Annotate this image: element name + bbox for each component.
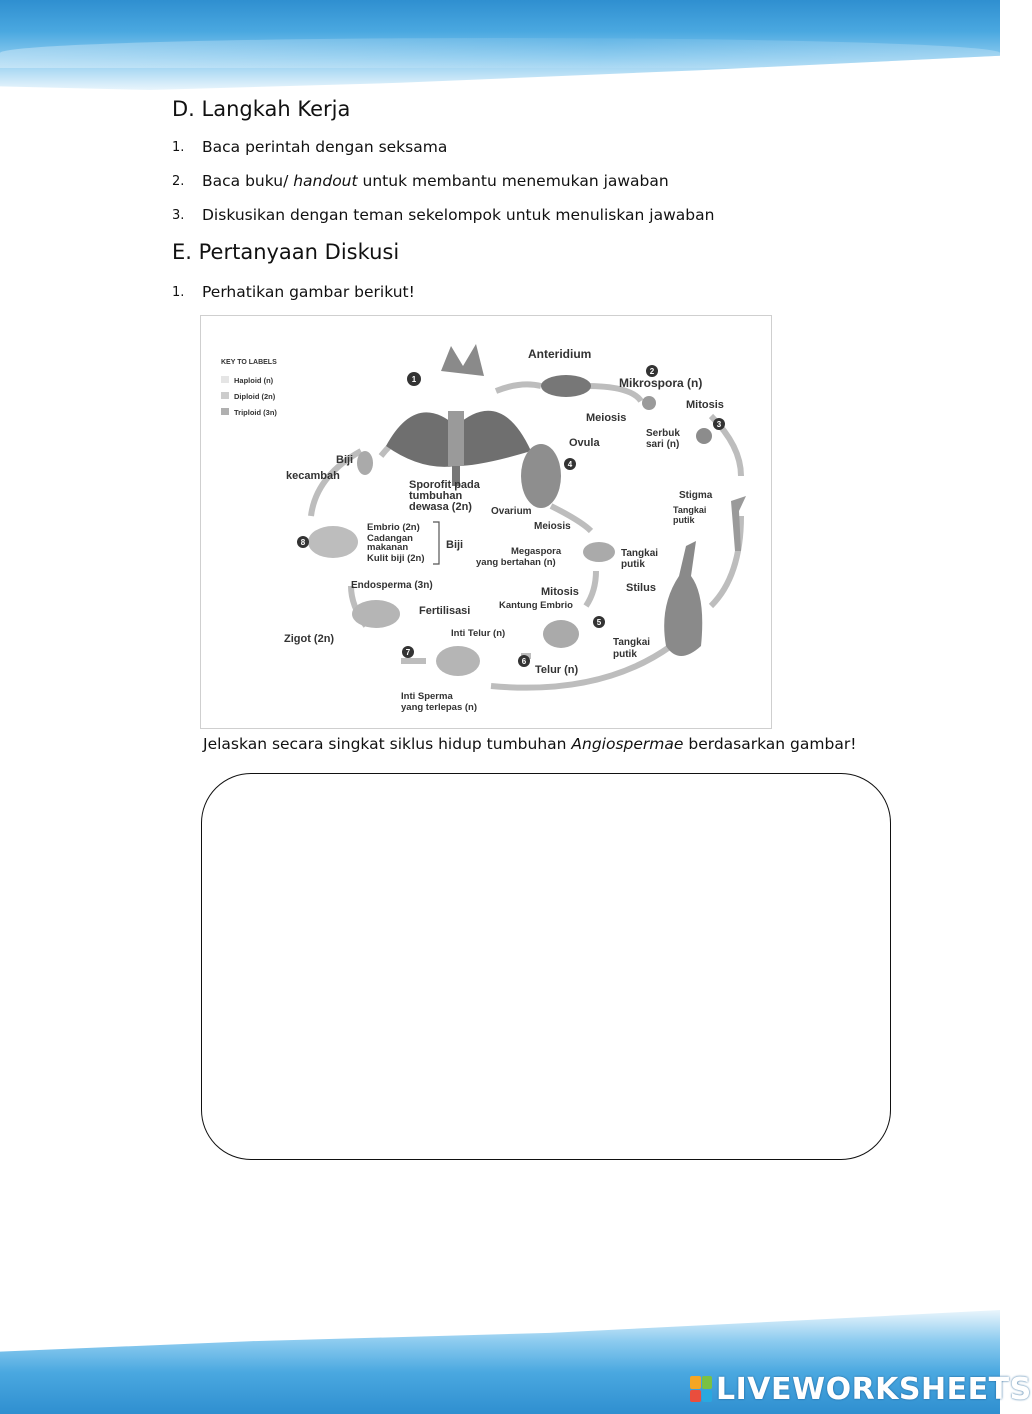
angiosperm-life-cycle-diagram xyxy=(200,315,772,729)
flower-illustration xyxy=(386,344,531,486)
svg-text:5: 5 xyxy=(596,618,602,627)
section-e-title: E. Pertanyaan Diskusi xyxy=(172,240,400,264)
svg-text:1: 1 xyxy=(411,375,417,384)
svg-text:4: 4 xyxy=(567,460,573,469)
svg-text:Kantung Embrio: Kantung Embrio xyxy=(499,600,573,611)
svg-text:putik: putik xyxy=(673,515,695,525)
key-diploid: Diploid (2n) xyxy=(234,392,276,401)
step-3: 3. Diskusikan dengan teman sekelompok untuk menuliskan jawaban xyxy=(172,206,715,224)
svg-text:putik: putik xyxy=(621,559,645,570)
svg-text:putik: putik xyxy=(613,649,637,660)
svg-text:yang terlepas (n): yang terlepas (n) xyxy=(401,702,478,713)
svg-text:Kulit biji (2n): Kulit biji (2n) xyxy=(367,553,425,564)
svg-text:Mitosis: Mitosis xyxy=(686,399,724,411)
microspore-shape xyxy=(642,396,656,410)
life-cycle-svg xyxy=(201,316,771,728)
seed-shape xyxy=(308,526,358,558)
question-1: 1. Perhatikan gambar berikut! xyxy=(172,283,415,301)
svg-text:Tangkai: Tangkai xyxy=(621,548,659,559)
svg-text:Tangkai: Tangkai xyxy=(613,637,651,648)
key-haploid: Haploid (n) xyxy=(234,376,274,385)
svg-text:Biji: Biji xyxy=(446,539,464,551)
logo-icon xyxy=(690,1376,712,1402)
megaspore-shape xyxy=(583,542,615,562)
svg-text:yang bertahan (n): yang bertahan (n) xyxy=(476,557,556,568)
svg-text:Sporofit pada: Sporofit pada xyxy=(409,479,480,491)
svg-text:Anteridium: Anteridium xyxy=(528,347,592,361)
liveworksheets-logo: LIVEWORKSHEETS xyxy=(690,1372,1032,1406)
svg-text:Biji: Biji xyxy=(336,454,354,466)
svg-text:Inti Sperma: Inti Sperma xyxy=(401,691,453,702)
question-text: Jelaskan secara singkat siklus hidup tumbuhan Angiospermae berdasarkan gambar! xyxy=(203,735,857,753)
step-1: 1. Baca perintah dengan seksama xyxy=(172,138,448,156)
key-title: KEY TO LABELS xyxy=(221,359,277,366)
ovary-shape xyxy=(664,541,702,656)
svg-text:Meiosis: Meiosis xyxy=(586,412,627,424)
svg-text:7: 7 xyxy=(405,648,411,657)
svg-text:Megaspora: Megaspora xyxy=(511,546,562,557)
step-2: 2. Baca buku/ handout untuk membantu menemukan jawaban xyxy=(172,172,669,190)
section-d-title: D. Langkah Kerja xyxy=(172,97,351,121)
top-banner xyxy=(0,0,1000,90)
svg-text:makanan: makanan xyxy=(367,542,409,553)
svg-text:Stilus: Stilus xyxy=(626,582,656,594)
svg-text:dewasa (2n): dewasa (2n) xyxy=(409,501,472,513)
seedling-shape xyxy=(357,451,373,475)
svg-text:Mitosis: Mitosis xyxy=(541,586,579,598)
zygote-shape xyxy=(436,646,480,676)
svg-text:Ovula: Ovula xyxy=(569,437,600,449)
anther-shape xyxy=(541,375,591,397)
svg-text:Fertilisasi: Fertilisasi xyxy=(419,605,471,617)
svg-text:3: 3 xyxy=(716,420,722,429)
svg-text:8: 8 xyxy=(300,538,306,547)
endosperm-shape xyxy=(352,600,400,628)
pollen-shape xyxy=(696,428,712,444)
svg-text:Serbuk: Serbuk xyxy=(646,428,680,439)
svg-text:Telur (n): Telur (n) xyxy=(535,664,579,676)
svg-text:Inti Telur (n): Inti Telur (n) xyxy=(451,628,506,639)
svg-text:Embrio (2n): Embrio (2n) xyxy=(367,522,420,533)
svg-text:Ovarium: Ovarium xyxy=(491,506,532,517)
svg-text:Zigot (2n): Zigot (2n) xyxy=(284,633,335,645)
svg-text:tumbuhan: tumbuhan xyxy=(409,490,463,502)
svg-text:kecambah: kecambah xyxy=(286,470,340,482)
embryo-sac-shape xyxy=(543,620,579,648)
svg-text:Cadangan: Cadangan xyxy=(367,533,413,544)
svg-text:sari (n): sari (n) xyxy=(646,439,680,450)
svg-text:Tangkai: Tangkai xyxy=(673,505,707,515)
key-triploid: Triploid (3n) xyxy=(234,408,277,417)
svg-text:Stigma: Stigma xyxy=(679,490,713,501)
svg-text:6: 6 xyxy=(521,657,527,666)
svg-text:Mikrospora (n): Mikrospora (n) xyxy=(619,376,703,390)
svg-text:Meiosis: Meiosis xyxy=(534,521,571,532)
ovule-shape xyxy=(521,444,561,508)
svg-text:Endosperma (3n): Endosperma (3n) xyxy=(351,580,433,591)
svg-text:2: 2 xyxy=(649,367,655,376)
answer-box[interactable] xyxy=(201,773,891,1160)
